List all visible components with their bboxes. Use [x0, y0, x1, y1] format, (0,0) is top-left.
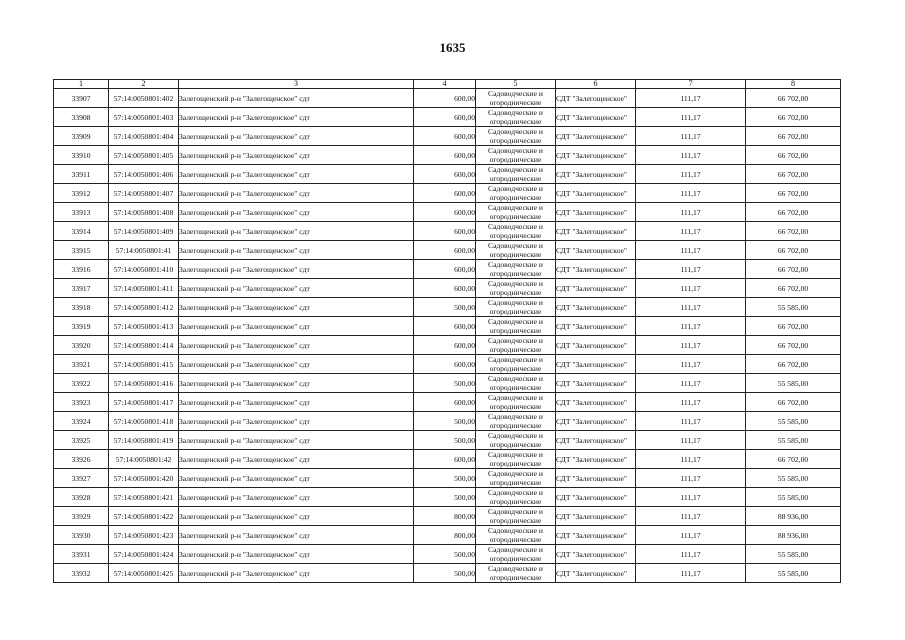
cadastral-value: 66 702,00	[746, 355, 841, 374]
table-row	[54, 279, 841, 298]
cadastral-number: 57:14:0050801:406	[109, 165, 179, 184]
parcel-address: Залегощенский р-н "Залегощенское" сдт	[179, 279, 414, 298]
cadastral-value: 55 585,00	[746, 488, 841, 507]
parcel-area: 600,00	[414, 450, 476, 469]
cadastral-number: 57:14:0050801:402	[109, 89, 179, 108]
cadastral-number: 57:14:0050801:405	[109, 146, 179, 165]
specific-value: 111,17	[636, 146, 746, 165]
owner-name: СДТ "Залегощенское"	[556, 488, 636, 507]
row-number: 33907	[54, 89, 109, 108]
permitted-use	[476, 184, 556, 203]
specific-value: 111,17	[636, 545, 746, 564]
cadastral-number: 57:14:0050801:423	[109, 526, 179, 545]
header-row	[54, 80, 841, 89]
cadastral-number: 57:14:0050801:420	[109, 469, 179, 488]
table-row	[54, 298, 841, 317]
parcel-area: 500,00	[414, 564, 476, 583]
table-row	[54, 412, 841, 431]
permitted-use	[476, 526, 556, 545]
parcel-area: 600,00	[414, 241, 476, 260]
cadastral-value: 55 585,00	[746, 374, 841, 393]
parcel-address: Залегощенский р-н "Залегощенское" сдт	[179, 184, 414, 203]
permitted-use-line-2: огороднические	[489, 155, 542, 164]
cadastral-number: 57:14:0050801:422	[109, 507, 179, 526]
permitted-use-line-2: огороднические	[489, 307, 542, 316]
parcel-address: Залегощенский р-н "Залегощенское" сдт	[179, 317, 414, 336]
header-cell-8: 8	[746, 80, 841, 89]
permitted-use-line-1: Садоводческие и	[488, 184, 543, 193]
cadastral-value: 66 702,00	[746, 241, 841, 260]
permitted-use-line-1: Садоводческие и	[488, 374, 543, 383]
parcel-area: 500,00	[414, 469, 476, 488]
parcel-address: Залегощенский р-н "Залегощенское" сдт	[179, 450, 414, 469]
specific-value: 111,17	[636, 108, 746, 127]
specific-value: 111,17	[636, 393, 746, 412]
permitted-use	[476, 165, 556, 184]
permitted-use-line-1: Садоводческие и	[488, 545, 543, 554]
specific-value: 111,17	[636, 355, 746, 374]
row-number: 33913	[54, 203, 109, 222]
parcel-area: 600,00	[414, 317, 476, 336]
permitted-use-line-2: огороднические	[489, 326, 542, 335]
permitted-use-line-1: Садоводческие и	[488, 146, 543, 155]
land-registry-table	[53, 79, 841, 583]
owner-name: СДТ "Залегощенское"	[556, 336, 636, 355]
permitted-use-line-1: Садоводческие и	[488, 526, 543, 535]
cadastral-number: 57:14:0050801:414	[109, 336, 179, 355]
header-cell-2: 2	[109, 80, 179, 89]
row-number: 33920	[54, 336, 109, 355]
row-number: 33922	[54, 374, 109, 393]
cadastral-number: 57:14:0050801:412	[109, 298, 179, 317]
specific-value: 111,17	[636, 336, 746, 355]
parcel-address: Залегощенский р-н "Залегощенское" сдт	[179, 469, 414, 488]
permitted-use-line-2: огороднические	[489, 269, 542, 278]
table-header	[54, 80, 841, 89]
specific-value: 111,17	[636, 564, 746, 583]
header-cell-3: 3	[179, 80, 414, 89]
parcel-address: Залегощенский р-н "Залегощенское" сдт	[179, 431, 414, 450]
cadastral-number: 57:14:0050801:425	[109, 564, 179, 583]
table-row	[54, 526, 841, 545]
owner-name: СДТ "Залегощенское"	[556, 317, 636, 336]
parcel-area: 600,00	[414, 89, 476, 108]
specific-value: 111,17	[636, 507, 746, 526]
table-row	[54, 89, 841, 108]
permitted-use-line-2: огороднические	[489, 212, 542, 221]
cadastral-value: 55 585,00	[746, 298, 841, 317]
specific-value: 111,17	[636, 127, 746, 146]
permitted-use	[476, 374, 556, 393]
permitted-use	[476, 469, 556, 488]
permitted-use-line-2: огороднические	[489, 345, 542, 354]
parcel-address: Залегощенский р-н "Залегощенское" сдт	[179, 89, 414, 108]
permitted-use-line-1: Садоводческие и	[488, 431, 543, 440]
header-cell-5: 5	[476, 80, 556, 89]
row-number: 33925	[54, 431, 109, 450]
permitted-use	[476, 564, 556, 583]
parcel-area: 500,00	[414, 545, 476, 564]
permitted-use-line-2: огороднические	[489, 193, 542, 202]
parcel-address: Залегощенский р-н "Залегощенское" сдт	[179, 108, 414, 127]
owner-name: СДТ "Залегощенское"	[556, 374, 636, 393]
permitted-use	[476, 412, 556, 431]
row-number: 33930	[54, 526, 109, 545]
permitted-use-line-1: Садоводческие и	[488, 89, 543, 98]
parcel-area: 500,00	[414, 431, 476, 450]
table-row	[54, 108, 841, 127]
permitted-use-line-2: огороднические	[489, 440, 542, 449]
parcel-address: Залегощенский р-н "Залегощенское" сдт	[179, 564, 414, 583]
parcel-area: 600,00	[414, 127, 476, 146]
cadastral-value: 55 585,00	[746, 412, 841, 431]
row-number: 33918	[54, 298, 109, 317]
row-number: 33911	[54, 165, 109, 184]
parcel-address: Залегощенский р-н "Залегощенское" сдт	[179, 222, 414, 241]
permitted-use-line-2: огороднические	[489, 98, 542, 107]
table-row	[54, 127, 841, 146]
permitted-use-line-2: огороднические	[489, 402, 542, 411]
permitted-use-line-1: Садоводческие и	[488, 241, 543, 250]
row-number: 33921	[54, 355, 109, 374]
header-cell-6: 6	[556, 80, 636, 89]
header-cell-7: 7	[636, 80, 746, 89]
parcel-address: Залегощенский р-н "Залегощенское" сдт	[179, 374, 414, 393]
permitted-use-line-2: огороднические	[489, 288, 542, 297]
parcel-address: Залегощенский р-н "Залегощенское" сдт	[179, 412, 414, 431]
owner-name: СДТ "Залегощенское"	[556, 127, 636, 146]
permitted-use	[476, 545, 556, 564]
specific-value: 111,17	[636, 317, 746, 336]
parcel-address: Залегощенский р-н "Залегощенское" сдт	[179, 526, 414, 545]
cadastral-number: 57:14:0050801:409	[109, 222, 179, 241]
specific-value: 111,17	[636, 260, 746, 279]
cadastral-value: 55 585,00	[746, 564, 841, 583]
header-cell-4: 4	[414, 80, 476, 89]
parcel-area: 600,00	[414, 108, 476, 127]
cadastral-value: 66 702,00	[746, 184, 841, 203]
owner-name: СДТ "Залегощенское"	[556, 545, 636, 564]
permitted-use-line-1: Садоводческие и	[488, 298, 543, 307]
table-row	[54, 564, 841, 583]
permitted-use-line-2: огороднические	[489, 383, 542, 392]
permitted-use-line-2: огороднические	[489, 497, 542, 506]
permitted-use-line-1: Садоводческие и	[488, 108, 543, 117]
cadastral-value: 66 702,00	[746, 146, 841, 165]
permitted-use	[476, 89, 556, 108]
row-number: 33915	[54, 241, 109, 260]
table-row	[54, 355, 841, 374]
row-number: 33928	[54, 488, 109, 507]
table-row	[54, 146, 841, 165]
parcel-address: Залегощенский р-н "Залегощенское" сдт	[179, 545, 414, 564]
permitted-use-line-2: огороднические	[489, 231, 542, 240]
permitted-use-line-1: Садоводческие и	[488, 127, 543, 136]
row-number: 33929	[54, 507, 109, 526]
parcel-area: 600,00	[414, 260, 476, 279]
permitted-use-line-2: огороднические	[489, 250, 542, 259]
parcel-area: 600,00	[414, 146, 476, 165]
permitted-use-line-1: Садоводческие и	[488, 507, 543, 516]
cadastral-value: 66 702,00	[746, 89, 841, 108]
permitted-use-line-1: Садоводческие и	[488, 393, 543, 402]
permitted-use-line-1: Садоводческие и	[488, 412, 543, 421]
parcel-area: 600,00	[414, 336, 476, 355]
owner-name: СДТ "Залегощенское"	[556, 146, 636, 165]
owner-name: СДТ "Залегощенское"	[556, 507, 636, 526]
row-number: 33910	[54, 146, 109, 165]
cadastral-value: 55 585,00	[746, 545, 841, 564]
permitted-use-line-1: Садоводческие и	[488, 450, 543, 459]
permitted-use	[476, 450, 556, 469]
parcel-area: 500,00	[414, 374, 476, 393]
table-row	[54, 469, 841, 488]
cadastral-number: 57:14:0050801:416	[109, 374, 179, 393]
owner-name: СДТ "Залегощенское"	[556, 564, 636, 583]
parcel-address: Залегощенский р-н "Залегощенское" сдт	[179, 203, 414, 222]
table-row	[54, 241, 841, 260]
cadastral-value: 55 585,00	[746, 469, 841, 488]
owner-name: СДТ "Залегощенское"	[556, 184, 636, 203]
specific-value: 111,17	[636, 450, 746, 469]
page-number: 1635	[439, 40, 466, 55]
permitted-use-line-2: огороднические	[489, 117, 542, 126]
permitted-use-line-2: огороднические	[489, 421, 542, 430]
table-row	[54, 336, 841, 355]
permitted-use	[476, 279, 556, 298]
parcel-area: 600,00	[414, 393, 476, 412]
permitted-use	[476, 507, 556, 526]
permitted-use	[476, 203, 556, 222]
cadastral-number: 57:14:0050801:42	[109, 450, 179, 469]
permitted-use-line-2: огороднические	[489, 459, 542, 468]
table-row	[54, 165, 841, 184]
permitted-use	[476, 317, 556, 336]
row-number: 33927	[54, 469, 109, 488]
row-number: 33916	[54, 260, 109, 279]
specific-value: 111,17	[636, 89, 746, 108]
owner-name: СДТ "Залегощенское"	[556, 165, 636, 184]
parcel-area: 600,00	[414, 355, 476, 374]
owner-name: СДТ "Залегощенское"	[556, 526, 636, 545]
cadastral-value: 55 585,00	[746, 431, 841, 450]
cadastral-value: 88 936,00	[746, 507, 841, 526]
owner-name: СДТ "Залегощенское"	[556, 203, 636, 222]
parcel-area: 800,00	[414, 526, 476, 545]
row-number: 33909	[54, 127, 109, 146]
row-number: 33926	[54, 450, 109, 469]
parcel-area: 500,00	[414, 412, 476, 431]
parcel-address: Залегощенский р-н "Залегощенское" сдт	[179, 355, 414, 374]
owner-name: СДТ "Залегощенское"	[556, 89, 636, 108]
table-row	[54, 184, 841, 203]
table-row	[54, 203, 841, 222]
owner-name: СДТ "Залегощенское"	[556, 469, 636, 488]
owner-name: СДТ "Залегощенское"	[556, 450, 636, 469]
owner-name: СДТ "Залегощенское"	[556, 393, 636, 412]
parcel-address: Залегощенский р-н "Залегощенское" сдт	[179, 260, 414, 279]
table-row	[54, 317, 841, 336]
permitted-use-line-2: огороднические	[489, 554, 542, 563]
permitted-use-line-2: огороднические	[489, 573, 542, 582]
parcel-area: 600,00	[414, 165, 476, 184]
parcel-area: 500,00	[414, 488, 476, 507]
table-row	[54, 488, 841, 507]
cadastral-value: 66 702,00	[746, 203, 841, 222]
cadastral-number: 57:14:0050801:421	[109, 488, 179, 507]
row-number: 33924	[54, 412, 109, 431]
specific-value: 111,17	[636, 488, 746, 507]
table-row	[54, 431, 841, 450]
owner-name: СДТ "Залегощенское"	[556, 241, 636, 260]
cadastral-value: 66 702,00	[746, 317, 841, 336]
cadastral-value: 66 702,00	[746, 165, 841, 184]
specific-value: 111,17	[636, 374, 746, 393]
owner-name: СДТ "Залегощенское"	[556, 279, 636, 298]
permitted-use	[476, 298, 556, 317]
permitted-use	[476, 336, 556, 355]
cadastral-number: 57:14:0050801:41	[109, 241, 179, 260]
permitted-use-line-1: Садоводческие и	[488, 355, 543, 364]
permitted-use-line-1: Садоводческие и	[488, 279, 543, 288]
parcel-address: Залегощенский р-н "Залегощенское" сдт	[179, 336, 414, 355]
permitted-use	[476, 488, 556, 507]
owner-name: СДТ "Залегощенское"	[556, 222, 636, 241]
owner-name: СДТ "Залегощенское"	[556, 108, 636, 127]
permitted-use	[476, 260, 556, 279]
parcel-area: 800,00	[414, 507, 476, 526]
cadastral-number: 57:14:0050801:407	[109, 184, 179, 203]
cadastral-value: 66 702,00	[746, 279, 841, 298]
cadastral-number: 57:14:0050801:419	[109, 431, 179, 450]
owner-name: СДТ "Залегощенское"	[556, 355, 636, 374]
permitted-use-line-1: Садоводческие и	[488, 165, 543, 174]
cadastral-number: 57:14:0050801:410	[109, 260, 179, 279]
permitted-use-line-2: огороднические	[489, 364, 542, 373]
permitted-use-line-2: огороднические	[489, 535, 542, 544]
cadastral-number: 57:14:0050801:413	[109, 317, 179, 336]
permitted-use-line-1: Садоводческие и	[488, 336, 543, 345]
specific-value: 111,17	[636, 241, 746, 260]
row-number: 33917	[54, 279, 109, 298]
parcel-address: Залегощенский р-н "Залегощенское" сдт	[179, 393, 414, 412]
row-number: 33923	[54, 393, 109, 412]
cadastral-number: 57:14:0050801:418	[109, 412, 179, 431]
permitted-use	[476, 127, 556, 146]
parcel-address: Залегощенский р-н "Залегощенское" сдт	[179, 507, 414, 526]
row-number: 33908	[54, 108, 109, 127]
permitted-use-line-1: Садоводческие и	[488, 222, 543, 231]
specific-value: 111,17	[636, 222, 746, 241]
parcel-address: Залегощенский р-н "Залегощенское" сдт	[179, 488, 414, 507]
cadastral-value: 66 702,00	[746, 450, 841, 469]
specific-value: 111,17	[636, 279, 746, 298]
parcel-area: 600,00	[414, 184, 476, 203]
table-row	[54, 393, 841, 412]
permitted-use-line-1: Садоводческие и	[488, 469, 543, 478]
cadastral-number: 57:14:0050801:408	[109, 203, 179, 222]
row-number: 33932	[54, 564, 109, 583]
permitted-use-line-2: огороднические	[489, 136, 542, 145]
owner-name: СДТ "Залегощенское"	[556, 431, 636, 450]
permitted-use	[476, 431, 556, 450]
owner-name: СДТ "Залегощенское"	[556, 260, 636, 279]
permitted-use	[476, 108, 556, 127]
specific-value: 111,17	[636, 412, 746, 431]
cadastral-value: 88 936,00	[746, 526, 841, 545]
permitted-use-line-1: Садоводческие и	[488, 260, 543, 269]
cadastral-number: 57:14:0050801:424	[109, 545, 179, 564]
table-row	[54, 222, 841, 241]
cadastral-number: 57:14:0050801:415	[109, 355, 179, 374]
parcel-address: Залегощенский р-н "Залегощенское" сдт	[179, 165, 414, 184]
cadastral-value: 66 702,00	[746, 336, 841, 355]
permitted-use-line-1: Садоводческие и	[488, 317, 543, 326]
parcel-area: 600,00	[414, 203, 476, 222]
permitted-use	[476, 146, 556, 165]
table-body	[54, 89, 841, 583]
table-row	[54, 260, 841, 279]
row-number: 33914	[54, 222, 109, 241]
parcel-address: Залегощенский р-н "Залегощенское" сдт	[179, 241, 414, 260]
cadastral-value: 66 702,00	[746, 393, 841, 412]
cadastral-number: 57:14:0050801:411	[109, 279, 179, 298]
row-number: 33919	[54, 317, 109, 336]
parcel-area: 600,00	[414, 222, 476, 241]
cadastral-value: 66 702,00	[746, 260, 841, 279]
permitted-use	[476, 241, 556, 260]
permitted-use-line-1: Садоводческие и	[488, 203, 543, 212]
permitted-use-line-1: Садоводческие и	[488, 564, 543, 573]
specific-value: 111,17	[636, 469, 746, 488]
cadastral-value: 66 702,00	[746, 222, 841, 241]
specific-value: 111,17	[636, 165, 746, 184]
cadastral-number: 57:14:0050801:404	[109, 127, 179, 146]
permitted-use-line-1: Садоводческие и	[488, 488, 543, 497]
table-row	[54, 374, 841, 393]
permitted-use-line-2: огороднические	[489, 174, 542, 183]
permitted-use	[476, 393, 556, 412]
parcel-address: Залегощенский р-н "Залегощенское" сдт	[179, 146, 414, 165]
cadastral-value: 66 702,00	[746, 127, 841, 146]
specific-value: 111,17	[636, 203, 746, 222]
specific-value: 111,17	[636, 431, 746, 450]
owner-name: СДТ "Залегощенское"	[556, 412, 636, 431]
parcel-area: 600,00	[414, 279, 476, 298]
row-number: 33931	[54, 545, 109, 564]
cadastral-value: 66 702,00	[746, 108, 841, 127]
specific-value: 111,17	[636, 298, 746, 317]
parcel-address: Залегощенский р-н "Залегощенское" сдт	[179, 298, 414, 317]
cadastral-number: 57:14:0050801:417	[109, 393, 179, 412]
permitted-use	[476, 222, 556, 241]
table-row	[54, 507, 841, 526]
row-number: 33912	[54, 184, 109, 203]
table-row	[54, 450, 841, 469]
parcel-address: Залегощенский р-н "Залегощенское" сдт	[179, 127, 414, 146]
permitted-use-line-2: огороднические	[489, 516, 542, 525]
specific-value: 111,17	[636, 526, 746, 545]
specific-value: 111,17	[636, 184, 746, 203]
cadastral-number: 57:14:0050801:403	[109, 108, 179, 127]
permitted-use-line-2: огороднические	[489, 478, 542, 487]
header-cell-1: 1	[54, 80, 109, 89]
parcel-area: 500,00	[414, 298, 476, 317]
table-row	[54, 545, 841, 564]
owner-name: СДТ "Залегощенское"	[556, 298, 636, 317]
permitted-use	[476, 355, 556, 374]
